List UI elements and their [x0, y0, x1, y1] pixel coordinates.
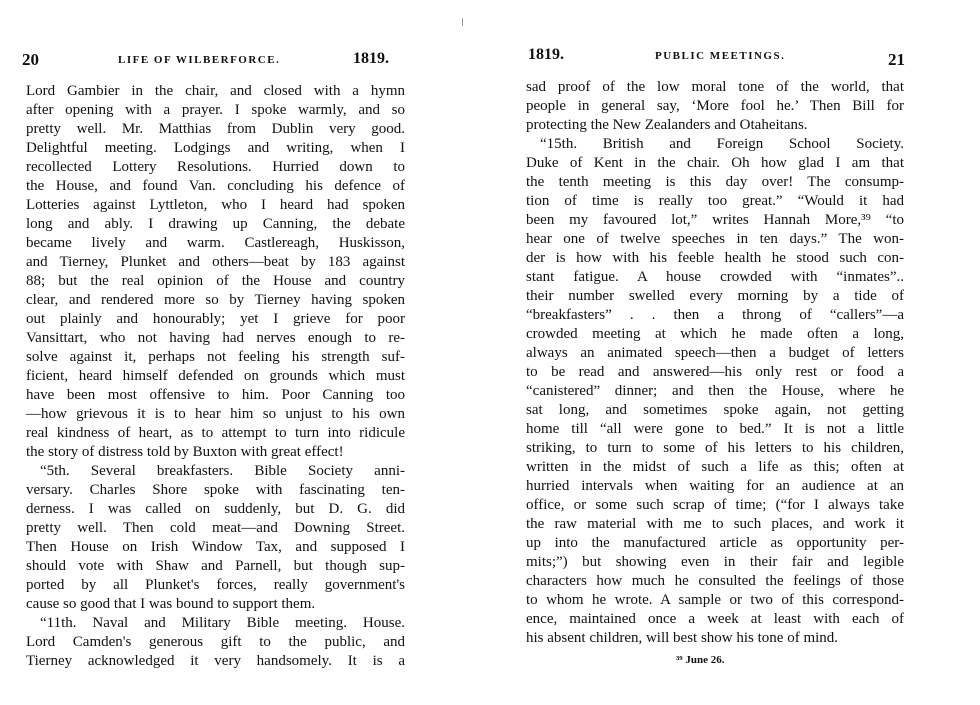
left-page-number: 20 — [22, 50, 39, 69]
text-line: after opening with a prayer. I spoke warmly, and so — [26, 102, 405, 118]
text-line: protecting the New Zealanders and Otaheitans. — [526, 117, 808, 133]
text-line: —how grievous it is to hear him so unjust to his own — [26, 406, 405, 422]
text-line: sat long, and sometimes spoke again, not getting — [526, 402, 904, 418]
left-year: 1819. — [353, 50, 389, 67]
text-line: pretty well. Mr. Matthias from Dublin very good. — [26, 121, 405, 137]
left-page — [0, 0, 470, 705]
text-line: people in general say, ‘More fool he.’ Then Bill for — [526, 98, 904, 114]
text-line: derness. I was called on suddenly, but D. G. did — [26, 501, 405, 517]
text-line: hear one of twelve speeches in ten days.” The won- — [526, 231, 904, 247]
left-running-title: LIFE OF WILBERFORCE. — [118, 54, 281, 66]
text-line: tion of time is really too great.” “Would it had — [526, 193, 904, 209]
text-line: the House, and found Van. concluding his defence of — [26, 178, 405, 194]
text-line: hurried intervals when waiting for an audience at an — [526, 478, 904, 494]
right-running-title: PUBLIC MEETINGS. — [655, 50, 786, 62]
text-line: recollected Lottery Resolutions. Hurried down to — [26, 159, 405, 175]
text-line: clear, and rendered more so by Tierney having spoken — [26, 292, 405, 308]
text-line: der is how with his feeble health he stood such con- — [526, 250, 904, 266]
text-line: sad proof of the low moral tone of the world, that — [526, 79, 904, 95]
footnote: ³⁹ June 26. — [676, 654, 725, 666]
text-line: the tenth meeting is this day over! The consump- — [526, 174, 904, 190]
text-line: striking, to turn to some of his letters to his children, — [526, 440, 904, 456]
text-line: home till “all were gone to bed.” It is not a little — [526, 421, 904, 437]
right-page — [480, 0, 980, 705]
text-line: the story of distress told by Buxton with great effect! — [26, 444, 344, 460]
text-line: Lotteries against Lyttleton, who I heard had spoken — [26, 197, 405, 213]
text-line: “5th. Several breakfasters. Bible Society anni- — [40, 463, 405, 479]
text-line: out plainly and honourably; yet I grieve for poor — [26, 311, 405, 327]
text-line: became lively and warm. Castlereagh, Huskisson, — [26, 235, 405, 251]
text-line: office, or some such scrap of time; (“for I always take — [526, 497, 904, 513]
text-line: Duke of Kent in the chair. Oh how glad I am that — [526, 155, 904, 171]
right-body-text — [526, 78, 904, 648]
text-line: ported by all Plunket's forces, really government's — [26, 577, 405, 593]
text-line: characters how much he consulted the feelings of those — [526, 573, 904, 589]
text-line: should vote with Shaw and Parnell, but though sup- — [26, 558, 405, 574]
text-line: Vansittart, who not having had nerves enough to re- — [26, 330, 405, 346]
text-line: mits;”) but showing even in their fair and legible — [526, 554, 904, 570]
text-line: have been most offensive to him. Poor Canning too — [26, 387, 405, 403]
text-line: up into the manufactured article as opportunity per- — [526, 535, 904, 551]
text-line: Lord Camden's generous gift to the public, and — [26, 634, 405, 650]
text-line: been my favoured lot,” writes Hannah More,³⁹ “to — [526, 212, 904, 228]
text-line: long and ably. I drawing up Canning, the debate — [26, 216, 405, 232]
left-body-text — [26, 82, 405, 671]
text-line: written in the midst of such a life as this; often at — [526, 459, 904, 475]
text-line: ence, maintained once a week at least with each of — [526, 611, 904, 627]
text-line: “breakfasters” . . then a throng of “callers”—a — [526, 307, 904, 323]
text-line: and Tierney, Plunket and others—beat by 183 against — [26, 254, 405, 270]
text-line: Lord Gambier in the chair, and closed with a hymn — [26, 83, 405, 99]
text-line: pretty well. Then cold meat—and Downing Street. — [26, 520, 405, 536]
text-line: stant fatigue. A house crowded with “inmates”.. — [526, 269, 904, 285]
text-line: versary. Charles Shore spoke with fascinating ten- — [26, 482, 405, 498]
text-line: their number swelled every morning by a tide of — [526, 288, 904, 304]
text-line: Delightful meeting. Lodgings and writing, when I — [26, 140, 405, 156]
text-line: crowded meeting at which he made often a long, — [526, 326, 904, 342]
right-year: 1819. — [528, 46, 564, 63]
right-page-number: 21 — [888, 50, 905, 69]
text-line: “canistered” dinner; and then the House, where he — [526, 383, 904, 399]
text-line: “11th. Naval and Military Bible meeting. House. — [40, 615, 405, 631]
text-line: Tierney acknowledged it very handsomely. It is a — [26, 653, 405, 669]
text-line: real kindness of heart, as to attempt to turn into ridicule — [26, 425, 405, 441]
text-line: the raw material with me to such places, and work it — [526, 516, 904, 532]
text-line: always an animated speech—then a budget of letters — [526, 345, 904, 361]
text-line: 88; but the real opinion of the House and country — [26, 273, 405, 289]
text-line: “15th. British and Foreign School Society. — [540, 136, 904, 152]
text-line: solve against it, perhaps not feeling his strength suf- — [26, 349, 405, 365]
text-line: ficient, heard himself defended on grounds which must — [26, 368, 405, 384]
text-line: cause so good that I was bound to support them. — [26, 596, 316, 612]
text-line: to be read and answered—his only rest or food a — [526, 364, 904, 380]
text-line: his absent children, will best show his tone of mind. — [526, 630, 839, 646]
text-line: to whom he wrote. A sample or two of this correspond- — [526, 592, 904, 608]
text-line: Then House on Irish Window Tax, and supposed I — [26, 539, 405, 555]
